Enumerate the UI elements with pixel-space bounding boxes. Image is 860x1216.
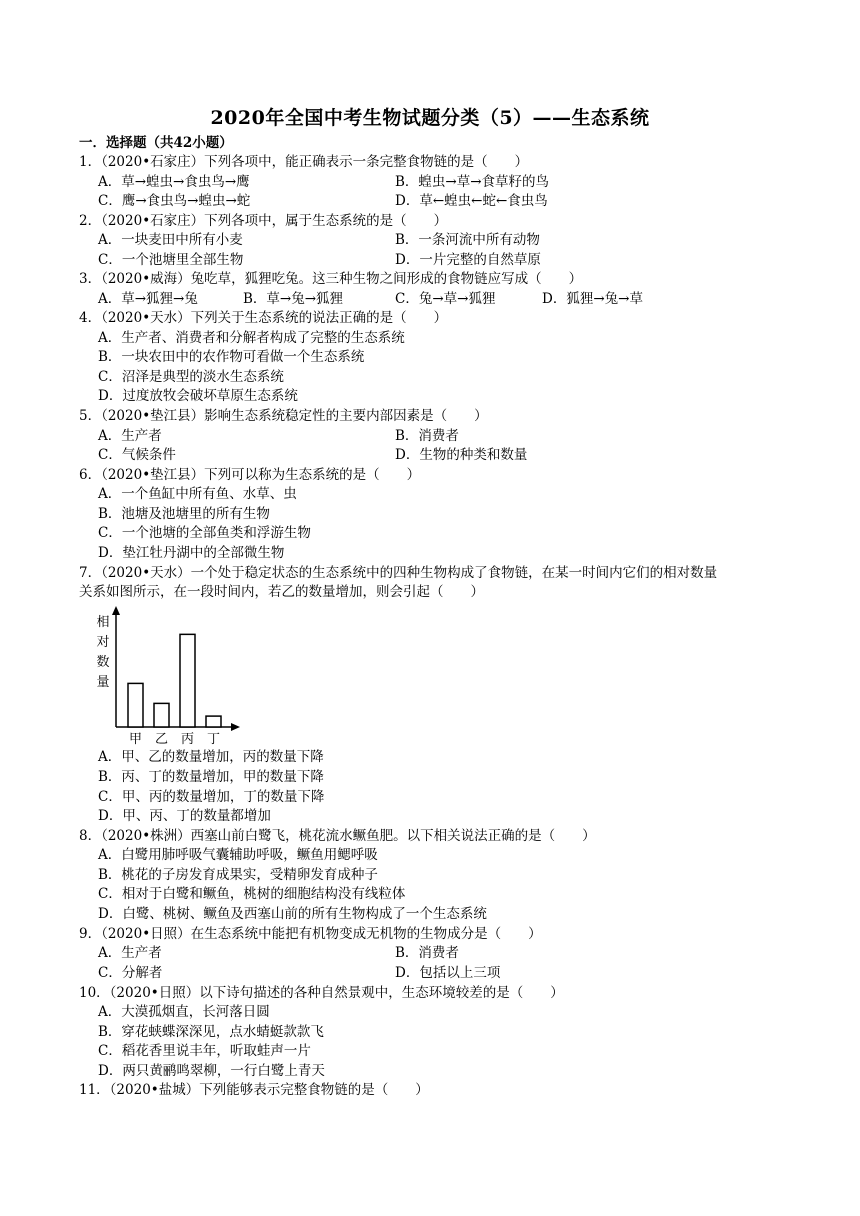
question-6-option-d: D．垫江牡丹湖中的全部微生物 xyxy=(98,545,285,561)
question-5-option-c: C．气候条件 xyxy=(98,447,176,463)
question-1-option-c: C．鹰→食虫鸟→蝗虫→蛇 xyxy=(98,193,251,209)
section-heading: 一．选择题（共42小题） xyxy=(79,135,233,151)
question-11-stem: 11．（2020•盐城）下列能够表示完整食物链的是（ ） xyxy=(79,1082,429,1098)
bar-1 xyxy=(128,683,143,727)
y-label-char: 对 xyxy=(96,635,110,650)
question-7-stem-continued: 关系如图所示，在一段时间内，若乙的数量增加，则会引起（ ） xyxy=(79,584,484,600)
page-title: 2020年全国中考生物试题分类（5）——生态系统 xyxy=(210,107,650,129)
question-3-stem: 3．（2020•威海）兔吃草，狐狸吃兔。这三种生物之间形成的食物链应写成（ ） xyxy=(79,271,583,287)
question-6-option-c: C．一个池塘的全部鱼类和浮游生物 xyxy=(98,525,311,541)
question-1-option-d: D．草←蝗虫←蛇←食虫鸟 xyxy=(395,193,548,209)
question-6-option-b: B．池塘及池塘里的所有生物 xyxy=(98,506,270,522)
question-5-option-b: B．消费者 xyxy=(395,428,459,444)
question-7-stem: 7．（2020•天水）一个处于稳定状态的生态系统中的四种生物构成了食物链，在某一时间内它们的相对数量 xyxy=(79,565,718,581)
question-7-option-d: D．甲、丙、丁的数量都增加 xyxy=(98,808,271,824)
bar-2 xyxy=(154,703,169,727)
question-9-option-b: B．消费者 xyxy=(395,945,459,961)
question-2-option-d: D．一片完整的自然草原 xyxy=(395,252,541,268)
x-tick-label: 甲 xyxy=(128,732,143,746)
question-2-option-b: B．一条河流中所有动物 xyxy=(395,232,540,248)
question-8-stem: 8．（2020•株洲）西塞山前白鹭飞，桃花流水鳜鱼肥。以下相关说法正确的是（ ） xyxy=(79,828,596,844)
question-7-option-c: C．甲、丙的数量增加，丁的数量下降 xyxy=(98,789,325,805)
question-2-stem: 2．（2020•石家庄）下列各项中，属于生态系统的是（ ） xyxy=(79,213,448,229)
question-1-stem: 1．（2020•石家庄）下列各项中，能正确表示一条完整食物链的是（ ） xyxy=(79,154,529,170)
question-9-option-a: A．生产者 xyxy=(98,945,162,961)
question-8-option-b: B．桃花的子房发育成果实，受精卵发育成种子 xyxy=(98,867,378,883)
x-tick-label: 乙 xyxy=(154,732,169,746)
question-8-option-d: D．白鹭、桃树、鳜鱼及西塞山前的所有生物构成了一个生态系统 xyxy=(98,906,487,922)
question-6-stem: 6．（2020•垫江县）下列可以称为生态系统的是（ ） xyxy=(79,467,421,483)
question-5-option-a: A．生产者 xyxy=(98,428,162,444)
question-3-option-b: B．草→兔→狐狸 xyxy=(243,291,344,307)
question-2-option-a: A．一块麦田中所有小麦 xyxy=(98,232,243,248)
question-8-option-a: A．白鹭用肺呼吸气囊辅助呼吸，鳜鱼用鳃呼吸 xyxy=(98,847,378,863)
question-9-stem: 9．（2020•日照）在生态系统中能把有机物变成无机物的生物成分是（ ） xyxy=(79,926,542,942)
question-9-option-d: D．包括以上三项 xyxy=(395,965,501,981)
bar-3 xyxy=(180,634,195,727)
question-3-option-d: D．狐狸→兔→草 xyxy=(542,291,643,307)
question-1-option-b: B．蝗虫→草→食草籽的鸟 xyxy=(395,174,550,190)
question-4-option-a: A．生产者、消费者和分解者构成了完整的生态系统 xyxy=(98,330,405,346)
question-7-option-a: A．甲、乙的数量增加，丙的数量下降 xyxy=(98,749,324,765)
y-axis-label xyxy=(96,614,109,690)
bar-4 xyxy=(206,716,221,727)
y-axis-arrow xyxy=(112,606,120,615)
question-10-option-d: D．两只黄鹂鸣翠柳，一行白鹭上青天 xyxy=(98,1063,325,1079)
question-10-option-b: B．穿花蛱蝶深深见，点水蜻蜓款款飞 xyxy=(98,1024,324,1040)
question-3-option-c: C．兔→草→狐狸 xyxy=(395,291,496,307)
question-3-option-a: A．草→狐狸→兔 xyxy=(98,291,198,307)
question-4-option-b: B．一块农田中的农作物可看做一个生态系统 xyxy=(98,349,365,365)
question-5-stem: 5．（2020•垫江县）影响生态系统稳定性的主要内部因素是（ ） xyxy=(79,408,488,424)
question-9-option-c: C．分解者 xyxy=(98,965,163,981)
x-tick-label: 丁 xyxy=(206,732,221,746)
x-axis-arrow xyxy=(231,723,240,731)
question-4-option-d: D．过度放牧会破坏草原生态系统 xyxy=(98,388,298,404)
question-8-option-c: C．相对于白鹭和鳜鱼，桃树的细胞结构没有线粒体 xyxy=(98,886,406,902)
x-tick-label: 丙 xyxy=(180,732,195,746)
question-10-option-a: A．大漠孤烟直，长河落日圆 xyxy=(98,1004,270,1020)
question-10-option-c: C．稻花香里说丰年，听取蛙声一片 xyxy=(98,1043,311,1059)
relative-quantity-bar-chart xyxy=(95,606,245,746)
y-label-char: 数 xyxy=(96,655,110,670)
question-2-option-c: C．一个池塘里全部生物 xyxy=(98,252,244,268)
y-label-char: 相 xyxy=(96,615,110,630)
question-1-option-a: A．草→蝗虫→食虫鸟→鹰 xyxy=(98,174,250,190)
question-7-option-b: B．丙、丁的数量增加，甲的数量下降 xyxy=(98,769,324,785)
question-10-stem: 10．（2020•日照）以下诗句描述的各种自然景观中，生态环境较差的是（ ） xyxy=(79,985,564,1001)
y-label-char: 量 xyxy=(96,675,110,690)
question-4-option-c: C．沼泽是典型的淡水生态系统 xyxy=(98,369,284,385)
question-5-option-d: D．生物的种类和数量 xyxy=(395,447,528,463)
question-6-option-a: A．一个鱼缸中所有鱼、水草、虫 xyxy=(98,486,297,502)
question-4-stem: 4．（2020•天水）下列关于生态系统的说法正确的是（ ） xyxy=(79,310,448,326)
